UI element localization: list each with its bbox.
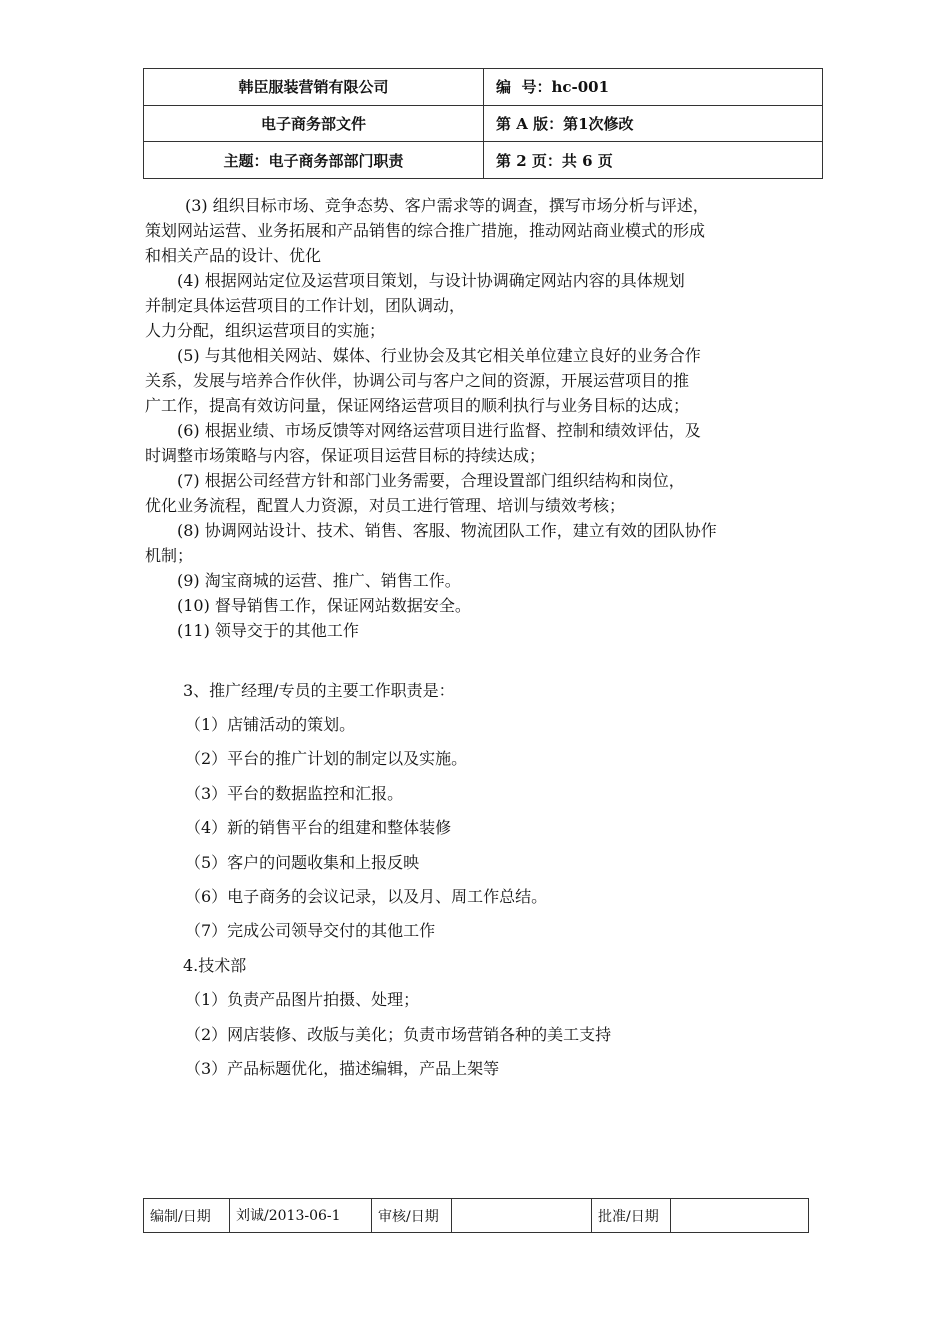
duty-10: (10) 督导销售工作，保证网站数据安全。: [177, 596, 471, 615]
reviewed-label: 审核/日期: [372, 1199, 452, 1233]
duty-3-line-3: 和相关产品的设计、优化: [145, 246, 322, 265]
duty-8-line-1: (8) 协调网站设计、技术、销售、客服、物流团队工作，建立有效的团队协作: [177, 521, 717, 540]
section3-title: 3、推广经理/专员的主要工作职责是：: [183, 681, 455, 700]
section3-item-2: （2）平台的推广计划的制定以及实施。: [185, 749, 468, 768]
duties-list: [145, 193, 825, 643]
section3-item-5: （5）客户的问题收集和上报反映: [185, 853, 420, 872]
number-value: hc-001: [551, 78, 610, 97]
reviewed-value: [452, 1199, 592, 1233]
section3-item-6: （6）电子商务的会议记录，以及月、周工作总结。: [185, 887, 548, 906]
duty-4-line-2: 并制定具体运营项目的工作计划，团队调动，: [145, 296, 466, 315]
document-number: [484, 69, 823, 106]
number-label: 编 号：: [496, 78, 552, 97]
section4-title: 4.技术部: [183, 956, 247, 975]
document-type: 电子商务部文件: [144, 105, 484, 142]
subject-label: 主题：: [223, 151, 269, 170]
prepared-label: 编制/日期: [144, 1199, 230, 1233]
approved-value: [671, 1199, 809, 1233]
section4-item-3: （3）产品标题优化，描述编辑，产品上架等: [185, 1059, 500, 1078]
section4-item-1: （1）负责产品图片拍摄、处理；: [185, 990, 420, 1009]
footer-table: [143, 1198, 809, 1233]
company-name: 韩臣服装营销有限公司: [144, 69, 484, 106]
header-table: [143, 68, 823, 179]
section3-item-7: （7）完成公司领导交付的其他工作: [185, 921, 436, 940]
duty-4-line-1: (4) 根据网站定位及运营项目策划，与设计协调确定网站内容的具体规划: [177, 271, 685, 290]
duty-6-line-2: 时调整市场策略与内容，保证项目运营目标的持续达成；: [145, 446, 546, 465]
section3-item-4: （4）新的销售平台的组建和整体装修: [185, 818, 452, 837]
duty-11: (11) 领导交于的其他工作: [177, 621, 359, 640]
duty-3-line-1: (3) 组织目标市场、竞争态势、客户需求等的调查，撰写市场分析与评述，: [185, 196, 709, 215]
duty-6-line-1: (6) 根据业绩、市场反馈等对网络运营项目进行监督、控制和绩效评估，及: [177, 421, 701, 440]
subject-value: 电子商务部部门职责: [268, 151, 404, 170]
prepared-value: 刘诚/2013-06-1: [230, 1199, 372, 1233]
duty-5-line-1: (5) 与其他相关网站、媒体、行业协会及其它相关单位建立良好的业务合作: [177, 346, 701, 365]
duty-3-line-2: 策划网站运营、业务拓展和产品销售的综合推广措施，推动网站商业模式的形成: [145, 221, 706, 240]
duty-5-line-2: 关系，发展与培养合作伙伴，协调公司与客户之间的资源，开展运营项目的推: [145, 371, 690, 390]
duty-7-line-2: 优化业务流程，配置人力资源，对员工进行管理、培训与绩效考核；: [145, 496, 626, 515]
duty-5-line-3: 广工作，提高有效访问量，保证网络运营项目的顺利执行与业务目标的达成；: [145, 396, 690, 415]
section3-item-1: （1）店铺活动的策划。: [185, 715, 356, 734]
version-info: 第 A 版：第1次修改: [484, 105, 823, 142]
subject: [144, 142, 484, 179]
page-info: 第 2 页：共 6 页: [484, 142, 823, 179]
duty-7-line-1: (7) 根据公司经营方针和部门业务需要，合理设置部门组织结构和岗位，: [177, 471, 685, 490]
section4-item-2: （2）网店装修、改版与美化；负责市场营销各种的美工支持: [185, 1025, 612, 1044]
approved-label: 批准/日期: [592, 1199, 671, 1233]
duty-9: (9) 淘宝商城的运营、推广、销售工作。: [177, 571, 461, 590]
section3-item-3: （3）平台的数据监控和汇报。: [185, 784, 404, 803]
duty-8-line-2: 机制；: [145, 546, 194, 565]
duty-4-line-3: 人力分配，组织运营项目的实施；: [145, 321, 386, 340]
